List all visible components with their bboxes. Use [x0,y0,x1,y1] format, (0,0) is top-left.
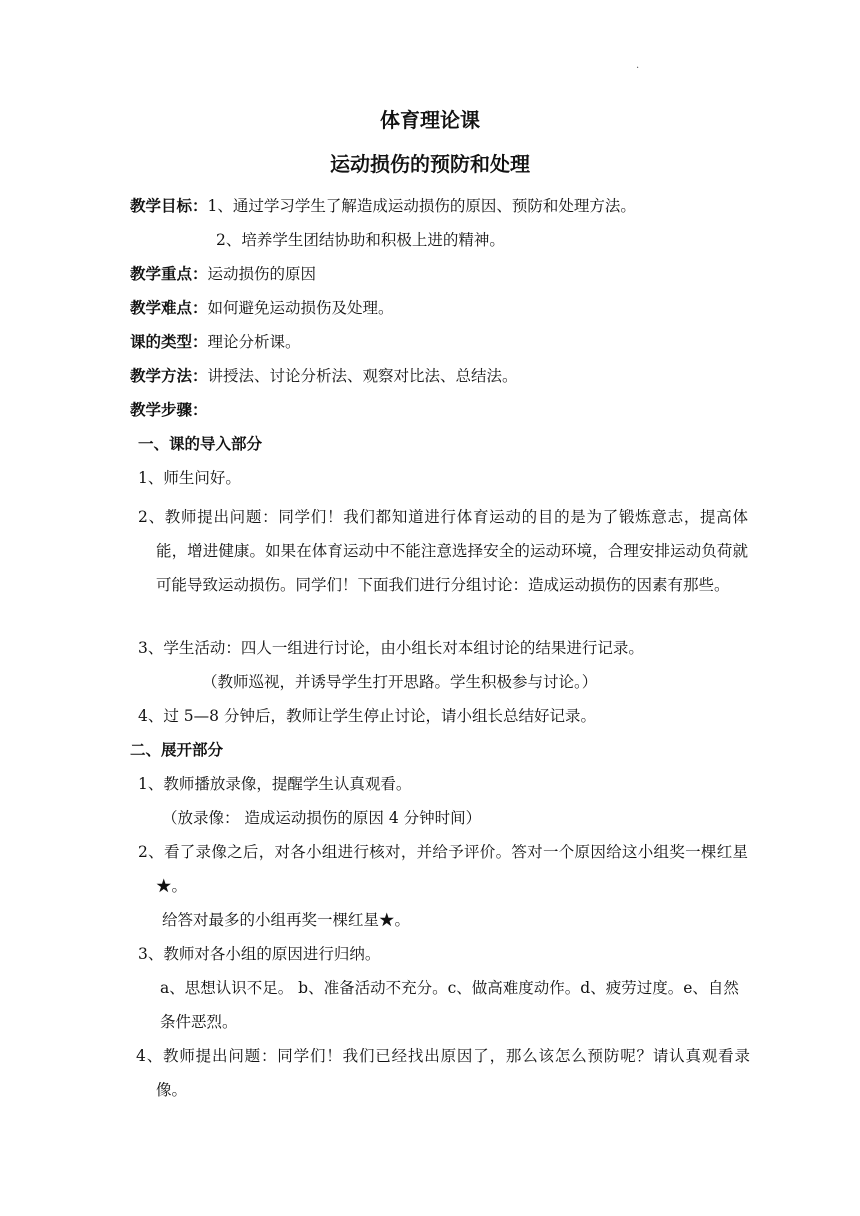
difficulty-label: 教学难点： [130,299,208,317]
section2-paragraph-1: 1、教师播放录像，提醒学生认真观看。 [138,775,412,793]
section2-note-video: （放录像： 造成运动损伤的原因 4 分钟时间） [162,809,482,827]
difficulty-text: 如何避免运动损伤及处理。 [207,299,394,317]
lesson-type-text: 理论分析课。 [207,333,301,351]
page-title: 体育理论课 [380,108,480,132]
section2-paragraph-4: 4、教师提出问题：同学们！我们已经找出原因了，那么该怎么预防呢？请认真观看录像。 [136,1047,750,1099]
section1-paragraph-1: 1、师生问好。 [138,469,241,487]
section2-heading: 二、展开部分 [130,741,224,759]
objectives-row [130,195,636,217]
objectives-item-2: 2、培养学生团结协助和积极上进的精神。 [216,231,505,249]
lesson-type-row [130,331,301,353]
page-subtitle: 运动损伤的预防和处理 [330,152,530,176]
lesson-type-label: 课的类型： [130,333,208,351]
section2-paragraph-3: 3、教师对各小组的原因进行归纳。 [138,945,381,963]
key-point-row [130,263,316,285]
section1-paragraph-2: 2、教师提出问题：同学们！我们都知道进行体育运动的目的是为了锻炼意志，提高体能，增进健康。如果在体育运动中不能注意选择安全的运动环境，合理安排运动负荷就可能导致运动损伤。同学们！下面我们进行分组讨论：造成运动损伤的因素有那些。 [138,508,748,594]
steps-label: 教学步骤： [130,401,208,419]
methods-label: 教学方法： [130,367,208,385]
methods-text: 讲授法、讨论分析法、观察对比法、总结法。 [207,367,518,385]
section2-cause-list: a、思想认识不足。 b、准备活动不充分。c、做高难度动作。d、疲劳过度。e、自然条件恶烈。 [160,979,739,1031]
key-point-text: 运动损伤的原因 [207,265,317,283]
objectives-item-1: 1、通过学习学生了解造成运动损伤的原因、预防和处理方法。 [207,197,636,215]
section1-paragraph-4: 4、过 5—8 分钟后，教师让学生停止讨论，请小组长总结好记录。 [138,707,596,725]
section2-note-star: 给答对最多的小组再奖一棵红星★。 [162,911,411,929]
section1-paragraph-3: 3、学生活动：四人一组进行讨论，由小组长对本组讨论的结果进行记录。 [138,639,644,657]
section2-paragraph-2: 2、看了录像之后，对各小组进行核对，并给予评价。答对一个原因给这小组奖一棵红星★。 [138,843,748,895]
objectives-label: 教学目标： [130,197,208,215]
key-point-label: 教学重点： [130,265,208,283]
section1-heading: 一、课的导入部分 [138,435,263,453]
page-mark: . [636,60,640,71]
methods-row [130,365,518,387]
section1-note: （教师巡视，并诱导学生打开思路。学生积极参与讨论。） [202,673,598,691]
difficulty-row [130,297,394,319]
